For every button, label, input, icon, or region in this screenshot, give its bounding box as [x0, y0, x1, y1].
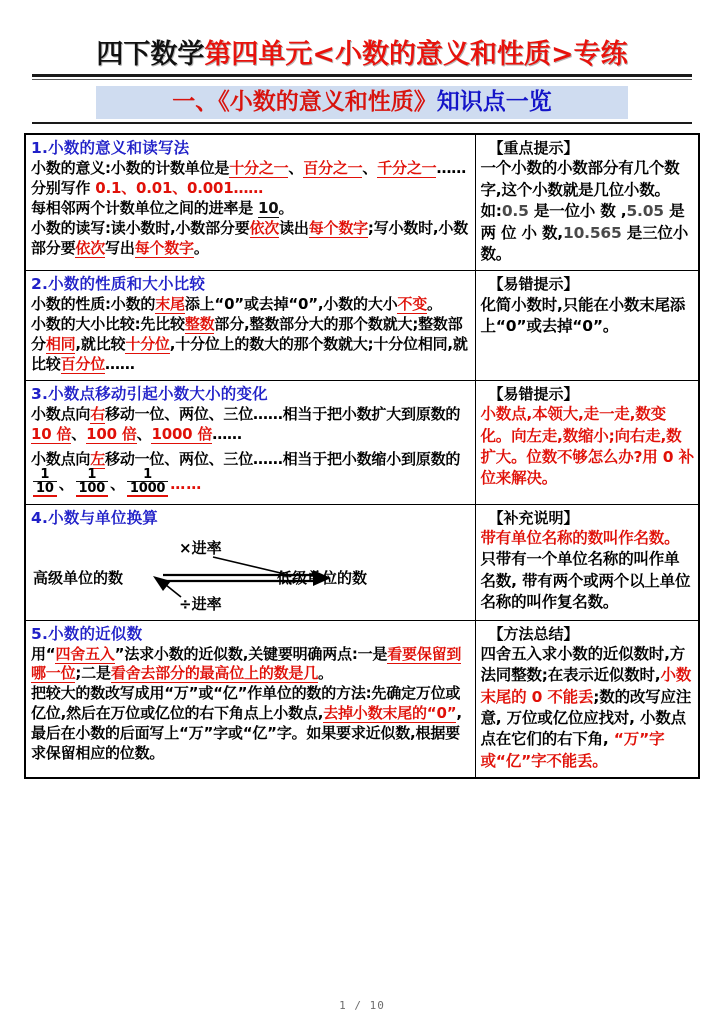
section-2-heading: 2.小数的性质和大小比较: [31, 275, 206, 294]
s1-l1-b3: ……分别写作: [31, 159, 467, 197]
diagram-right-label: 低级单位的数: [277, 568, 368, 587]
s1-l3-b2: ;写小数时,小数部分要: [31, 218, 469, 257]
section-5-heading: 5.小数的近似数: [31, 624, 143, 643]
page-title-main: 第四单元<小数的意义和性质>专练: [204, 39, 628, 70]
knowledge-points-table: [24, 133, 700, 779]
s3-sep-3: ……: [212, 424, 242, 443]
s1-l1-r1: 十分之一: [229, 159, 289, 178]
s1-l3-b4: 。: [193, 238, 209, 257]
section-4-heading: 4.小数与单位换算: [31, 508, 158, 527]
fraction-denominator: 100: [76, 482, 109, 497]
s1-l3-r2: 每个数字: [308, 218, 368, 237]
section-5-body: [31, 645, 471, 765]
s3-multiplier-100: 100 倍: [86, 424, 137, 443]
subtitle-banner: [96, 86, 628, 119]
section-4-note-body: [481, 528, 695, 614]
s3-sep-2: 、: [136, 424, 152, 443]
section-1-heading: 1.小数的意义和读写法: [31, 139, 190, 158]
section-5-note-body: [481, 644, 695, 772]
s5-n-b1: ;数的改写应注意, 万位或亿位应找对, 小数点点在它们的右下角,: [480, 687, 692, 749]
s1-l1-b2: 、: [362, 159, 378, 178]
s2-l1-r2: 不变: [397, 295, 428, 314]
s2-l2-b4: ……: [105, 354, 135, 373]
table-row: [25, 504, 699, 620]
s5-l2-r: 去掉小数末尾的“0”: [323, 704, 457, 723]
section-2-body: [31, 295, 471, 375]
s1-n-b2: 是 两 位 小 数,: [480, 202, 685, 242]
section-1-body: [31, 159, 471, 259]
s1-l1-g: 0.1、0.01、0.001……: [95, 178, 264, 197]
fraction-denominator: 1000: [127, 482, 168, 497]
section-1-content: [25, 134, 475, 271]
s1-n-g1: 0.5: [501, 202, 529, 221]
table-row: [25, 620, 699, 778]
section-4-note: [475, 504, 699, 620]
page-title: [18, 40, 706, 70]
diagram-left-label: 高级单位的数: [33, 568, 124, 587]
s1-n-b1: 是一位小 数 ,: [528, 202, 627, 221]
s1-l3-r1: 依次: [249, 218, 280, 237]
page-footer: [0, 999, 724, 1012]
s2-l2-r3: 十分位: [125, 335, 170, 354]
section-4-note-head: 【补充说明】: [488, 508, 579, 527]
s1-l2-u: 10: [258, 198, 279, 217]
s2-l2-b3: ,十分位上的数大的那个数就大;十分位相同,就比较: [31, 335, 468, 373]
table-row: [25, 271, 699, 381]
s3-frac-sep-1: 、: [58, 474, 74, 493]
section-2-content: [25, 271, 475, 381]
s1-l3-a: 小数的读写:读小数时,小数部分要: [31, 218, 250, 237]
subtitle-red-part: 一、《小数的意义和性质》: [172, 88, 437, 115]
s3-l1-b: 移动一位、两位、三位……相当于把小数扩大到原数的: [105, 404, 461, 423]
s5-n-r2: “万”字或“亿”字不能丢。: [480, 730, 665, 770]
s3-multiplier-10: 10 倍: [31, 424, 72, 443]
subtitle: [96, 89, 628, 115]
s2-l2-r4: 百分位: [60, 354, 106, 373]
s3-l1-r: 右: [90, 404, 106, 423]
title-divider: [32, 74, 692, 80]
s1-l1-r2: 百分之一: [303, 159, 363, 178]
s1-l3-b1: 读出: [279, 218, 309, 237]
s3-multiplier-1000: 1000 倍: [151, 424, 213, 443]
fraction-denominator: 10: [33, 482, 57, 497]
s1-l1-b1: 、: [288, 159, 304, 178]
fraction-numerator: 1: [33, 468, 57, 482]
s3-l2-r: 左: [90, 449, 106, 468]
s2-l1-b2: 。: [427, 295, 442, 314]
section-3-note-head: 【易错提示】: [488, 384, 579, 403]
s5-l1-b2: ;二是: [75, 664, 111, 683]
s1-l1-a: 小数的意义:小数的计数单位是: [31, 159, 230, 178]
s2-l2-b2: ,就比较: [75, 335, 126, 354]
s1-l3-r4: 每个数字: [134, 238, 194, 257]
title-block: [0, 0, 724, 124]
s2-l1-a: 小数的性质:小数的: [31, 295, 156, 314]
s2-l1-r: 末尾: [155, 295, 185, 314]
s5-l1-b3: 。: [318, 664, 333, 683]
diagram-top-label: ×进率: [179, 538, 222, 557]
s3-l1-a: 小数点向: [31, 404, 91, 423]
s5-l1-r1: 四舍五入: [55, 644, 115, 663]
s2-l1-b: 添上“0”或去掉“0”,小数的大小: [184, 295, 398, 314]
section-3-content: [25, 380, 475, 504]
subtitle-blue-part: 知识点一览: [436, 88, 552, 115]
fraction-one-thousandth: [127, 468, 168, 497]
s1-l3-r3: 依次: [75, 238, 106, 257]
s5-l2-a: 把较大的数改写成用“万”或“亿”作单位的数的方法:先确定万位或亿位,然后在万位或亿位的右下角点上小数点,: [31, 684, 461, 723]
fraction-numerator: 1: [76, 468, 109, 482]
section-5-content: [25, 620, 475, 778]
s5-l1-b1: ”法求小数的近似数,关键要明确两点:一是: [114, 644, 388, 663]
s5-l1-r3: 看舍去部分的最高位上的数是几: [110, 664, 319, 683]
page-indicator: 1 / 10: [339, 999, 385, 1012]
s5-n-a: 四舍五入求小数的近似数时,方法同整数;在表示近似数时,: [480, 644, 686, 685]
s4-n-b: 只带有一个单位名称的叫作单名数, 带有两个或两个以上单位名称的叫作复名数。: [480, 550, 691, 612]
section-3-heading: 3.小数点移动引起小数大小的变化: [31, 384, 268, 403]
s2-l2-r2: 相同: [45, 335, 76, 354]
page-title-prefix: 四下数学: [96, 39, 205, 70]
section-5-note-head: 【方法总结】: [488, 624, 579, 643]
unit-conversion-diagram: [31, 531, 471, 615]
section-2-note-head: 【易错提示】: [488, 275, 579, 294]
s3-frac-sep-2: 、: [110, 474, 125, 493]
s1-l3-b3: 写出: [105, 238, 135, 257]
section-5-note: [475, 620, 699, 778]
section-2-note-body: 化简小数时,只能在小数末尾添上“0”或去掉“0”。: [480, 295, 686, 335]
s1-l2-b: 。: [278, 198, 294, 217]
s1-l2-a: 每相邻两个计数单位之间的进率是: [31, 198, 259, 217]
s1-n-a: 一个小数的小数部分有几个数字,这个小数就是几位小数。如:: [480, 159, 680, 221]
fraction-one-tenth: [33, 468, 57, 497]
section-3-note: [475, 380, 699, 504]
table-row: [25, 134, 699, 271]
s3-frac-tail: ……: [170, 474, 203, 493]
s3-sep-1: 、: [71, 424, 87, 443]
section-2-note: [475, 271, 699, 381]
section-1-note-head: 【重点提示】: [488, 139, 579, 158]
section-3-note-body: 小数点,本领大,走一走,数变化。向左走,数缩小;向右走,数扩大。位数不够怎么办?用 0 补位来解决。: [480, 405, 694, 488]
s5-n-r1: 小数末尾的 0 不能丢: [480, 666, 692, 706]
s5-l1-a: 用“: [31, 644, 56, 663]
s4-n-r: 带有单位名称的数叫作名数。: [480, 528, 680, 547]
s2-l2-b1: 部分,整数部分大的那个数就大;整数部分: [31, 315, 463, 354]
s3-l2-b: 移动一位、两位、三位……相当于把小数缩小到原数的: [105, 449, 461, 468]
table-row: [25, 380, 699, 504]
s2-l2-a: 小数的大小比较:先比较: [31, 315, 185, 334]
section-1-note: [475, 134, 699, 271]
s1-n-b3: 是三位小数。: [480, 223, 689, 263]
fraction-one-hundredth: [76, 468, 109, 497]
section-4-content: [25, 504, 475, 620]
diagram-bottom-label: ÷进率: [179, 594, 222, 613]
s1-n-g3: 10.565: [562, 223, 622, 242]
s5-l2-b: ,最后在小数的后面写上“万”字或“亿”字。如果要求近似数,根据要求保留相应的位数。: [31, 704, 462, 763]
section-3-body: [31, 405, 471, 499]
fraction-numerator: 1: [127, 468, 168, 482]
s3-l2-a: 小数点向: [31, 449, 91, 468]
s1-n-g2: 5.05: [626, 202, 664, 221]
s1-l1-r3: 千分之一: [377, 159, 437, 178]
s2-l2-r1: 整数: [184, 315, 215, 334]
s5-l1-r2: 看要保留到哪一位: [31, 644, 462, 683]
subtitle-divider: [32, 122, 692, 124]
section-1-note-body: [481, 158, 695, 265]
